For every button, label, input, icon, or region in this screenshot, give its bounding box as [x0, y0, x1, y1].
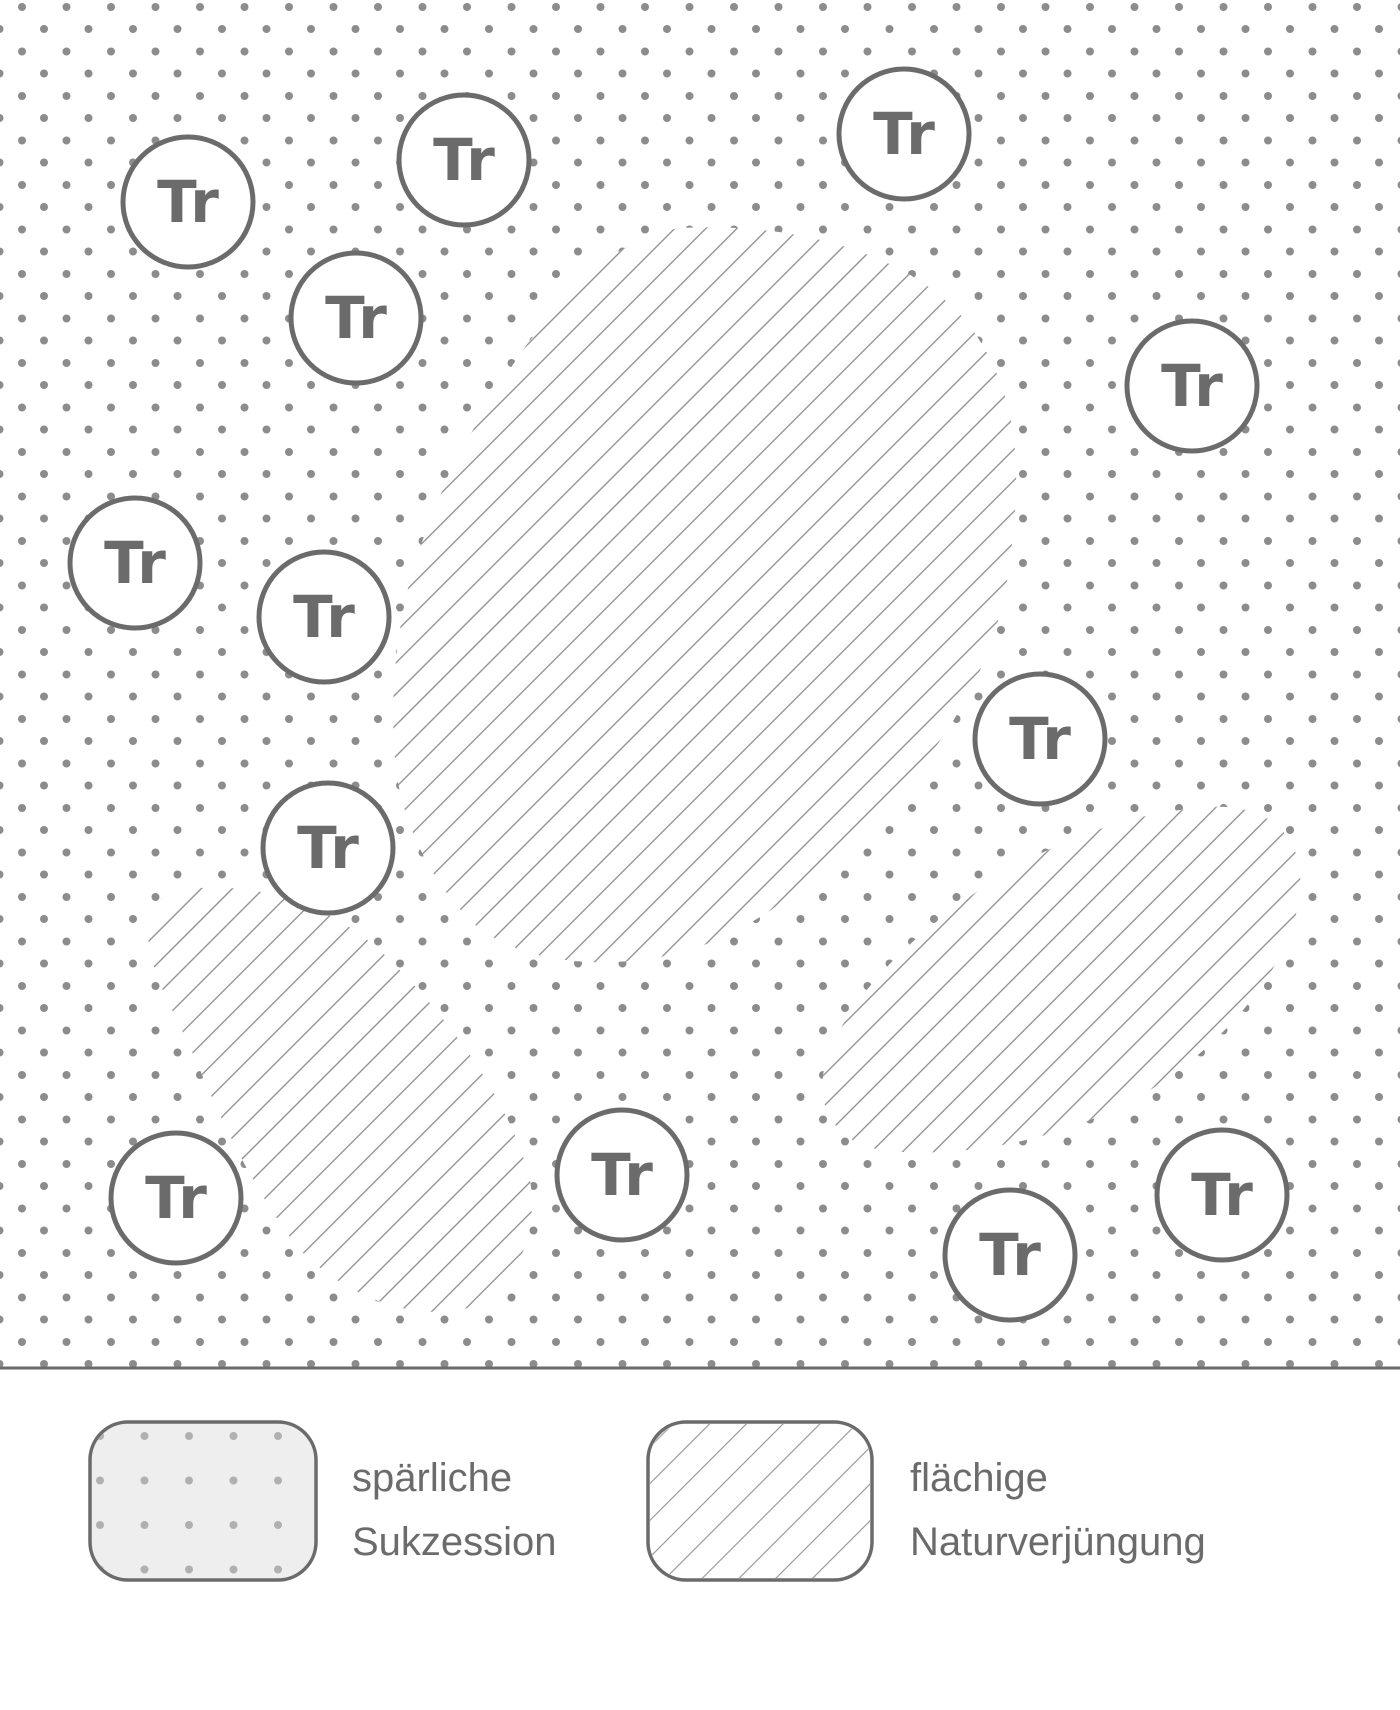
- legend: [90, 1422, 1206, 1580]
- tree-label: Tr: [591, 1141, 653, 1209]
- legend-item-sparse: [90, 1422, 557, 1580]
- tree-label: Tr: [157, 168, 219, 236]
- tree-marker: [263, 783, 393, 913]
- tree-label: Tr: [145, 1164, 207, 1232]
- tree-marker: [70, 498, 200, 628]
- tree-marker: [839, 69, 969, 199]
- legend-dense-line1: flächige: [910, 1456, 1048, 1500]
- tree-label: Tr: [293, 583, 355, 651]
- tree-label: Tr: [325, 284, 387, 352]
- tree-marker: [1157, 1130, 1287, 1260]
- tree-marker: [399, 95, 529, 225]
- tree-label: Tr: [297, 814, 359, 882]
- tree-marker: [291, 253, 421, 383]
- legend-sparse-line2: Sukzession: [352, 1520, 557, 1564]
- tree-marker: [259, 552, 389, 682]
- tree-marker: [111, 1133, 241, 1263]
- tree-label: Tr: [979, 1221, 1041, 1289]
- tree-marker: [1127, 321, 1257, 451]
- legend-dense-line2: Naturverjüngung: [910, 1520, 1206, 1564]
- tree-label: Tr: [104, 529, 166, 597]
- tree-label: Tr: [433, 126, 495, 194]
- tree-label: Tr: [1161, 352, 1223, 420]
- tree-marker: [945, 1190, 1075, 1320]
- tree-label: Tr: [1191, 1161, 1253, 1229]
- tree-marker: [123, 137, 253, 267]
- legend-sparse-line1: spärliche: [352, 1456, 513, 1500]
- tree-label: Tr: [873, 100, 935, 168]
- tree-marker: [975, 674, 1105, 804]
- tree-marker: [557, 1110, 687, 1240]
- tree-label: Tr: [1009, 705, 1071, 773]
- legend-item-dense: [648, 1422, 1206, 1580]
